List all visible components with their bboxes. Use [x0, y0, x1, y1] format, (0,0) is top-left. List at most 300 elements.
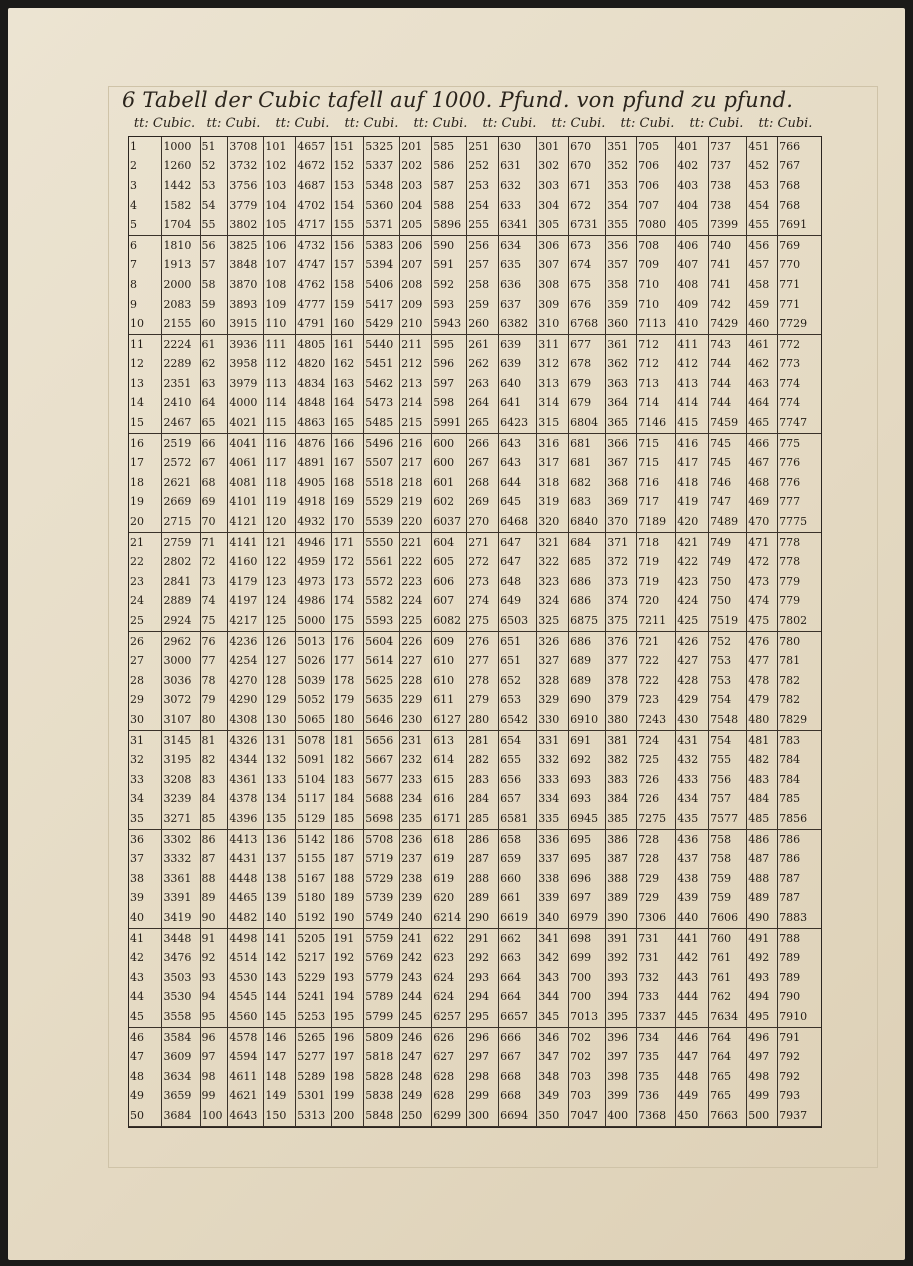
pound-cell: 189: [332, 889, 364, 909]
cubic-value-cell: 5593: [364, 611, 400, 631]
cubic-value-cell: 749: [709, 532, 747, 552]
pound-cell: 246: [400, 1027, 432, 1047]
pound-cell: 105: [264, 215, 296, 235]
cubic-value-cell: 4431: [228, 849, 264, 869]
pound-cell: 151: [332, 137, 364, 157]
cubic-value-cell: 759: [709, 889, 747, 909]
cubic-value-cell: 5943: [432, 314, 467, 334]
cubic-value-cell: 5799: [364, 1007, 400, 1027]
cubic-value-cell: 587: [432, 176, 467, 196]
pound-cell: 76: [200, 631, 228, 651]
pound-cell: 228: [400, 671, 432, 691]
cubic-value-cell: 757: [709, 790, 747, 810]
cubic-value-cell: 668: [499, 1087, 537, 1107]
pound-cell: 332: [537, 750, 569, 770]
pound-cell: 63: [200, 374, 228, 394]
cubic-value-cell: 785: [778, 790, 821, 810]
cubic-value-cell: 5052: [296, 691, 332, 711]
cubic-value-cell: 695: [569, 829, 606, 849]
table-row: [129, 1067, 821, 1087]
pound-cell: 233: [400, 770, 432, 790]
pound-cell: 260: [467, 314, 499, 334]
pound-cell: 253: [467, 176, 499, 196]
cubic-value-cell: 754: [709, 691, 747, 711]
pound-cell: 303: [537, 176, 569, 196]
cubic-value-cell: 770: [778, 256, 821, 276]
cubic-value-cell: 715: [637, 433, 676, 453]
pound-cell: 218: [400, 473, 432, 493]
pound-cell: 415: [676, 413, 709, 433]
cubic-value-cell: 1442: [162, 176, 200, 196]
pound-cell: 373: [606, 572, 637, 592]
pound-cell: 71: [200, 532, 228, 552]
cubic-value-cell: 784: [778, 750, 821, 770]
cubic-value-cell: 634: [499, 235, 537, 255]
pound-cell: 344: [537, 988, 569, 1008]
pound-cell: 323: [537, 572, 569, 592]
cubic-value-cell: 606: [432, 572, 467, 592]
cubic-value-cell: 752: [709, 631, 747, 651]
pound-cell: 382: [606, 750, 637, 770]
cubic-value-cell: 5429: [364, 314, 400, 334]
pound-cell: 202: [400, 157, 432, 177]
cubic-value-cell: 4326: [228, 730, 264, 750]
pound-cell: 466: [747, 433, 778, 453]
pound-cell: 247: [400, 1047, 432, 1067]
cubic-value-cell: 597: [432, 374, 467, 394]
cubic-value-cell: 5104: [296, 770, 332, 790]
cubic-value-cell: 789: [778, 948, 821, 968]
page-title: 6 Tabell der Cubic tafell auf 1000. Pfund. von pfund zu pfund.: [122, 88, 794, 112]
pound-cell: 37: [130, 852, 144, 866]
pound-cell: 383: [606, 770, 637, 790]
cubic-value-cell: 6542: [499, 710, 537, 730]
cubic-value-cell: 5253: [296, 1007, 332, 1027]
cubic-value-cell: 7548: [709, 710, 747, 730]
cubic-value-cell: 649: [499, 592, 537, 612]
pound-cell: 201: [400, 137, 432, 157]
cubic-value-cell: 595: [432, 334, 467, 354]
pound-cell: 420: [676, 512, 709, 532]
pound-cell: 78: [200, 671, 228, 691]
pound-cell: 80: [200, 710, 228, 730]
pound-cell: 48: [130, 1069, 144, 1083]
pound-cell: 31: [130, 733, 144, 747]
pound-cell: 480: [747, 710, 778, 730]
cubic-value-cell: 782: [778, 691, 821, 711]
cubic-value-cell: 7211: [637, 611, 676, 631]
table-row: [129, 256, 821, 276]
cubic-value-cell: 602: [432, 493, 467, 513]
pound-cell: 163: [332, 374, 364, 394]
cubic-value-cell: 695: [569, 849, 606, 869]
pound-cell: 194: [332, 988, 364, 1008]
column-header-row: [130, 116, 820, 134]
pound-cell: 65: [200, 413, 228, 433]
pound-cell: 18: [130, 475, 144, 489]
column-header: tt: Cubi.: [482, 116, 537, 131]
pound-cell: 184: [332, 790, 364, 810]
cubic-value-cell: 3036: [162, 671, 200, 691]
cubic-value-cell: 717: [637, 493, 676, 513]
cubic-value-cell: 667: [499, 1047, 537, 1067]
cubic-value-cell: 4482: [228, 908, 264, 928]
cubic-value-cell: 6257: [432, 1007, 467, 1027]
pound-cell: 98: [200, 1067, 228, 1087]
pound-cell: 145: [264, 1007, 296, 1027]
pound-cell: 113: [264, 374, 296, 394]
pound-cell: 346: [537, 1027, 569, 1047]
cubic-value-cell: 4834: [296, 374, 332, 394]
pound-cell: 25: [129, 611, 162, 631]
table-row: [129, 512, 821, 532]
pound-cell: 418: [676, 473, 709, 493]
cubic-value-cell: 3848: [228, 256, 264, 276]
cubic-value-cell: 758: [709, 849, 747, 869]
cubic-value-cell: 735: [637, 1047, 676, 1067]
pound-cell: 67: [200, 454, 228, 474]
cubic-value-cell: 7747: [778, 413, 821, 433]
table-row: [129, 750, 821, 770]
cubic-value-cell: 5277: [296, 1047, 332, 1067]
cubic-value-cell: 6804: [569, 413, 606, 433]
pound-cell: 162: [332, 355, 364, 375]
cubic-value-cell: 3684: [162, 1106, 200, 1126]
pound-cell: 341: [537, 928, 569, 948]
pound-cell: 117: [264, 454, 296, 474]
pound-cell: 240: [400, 908, 432, 928]
pound-cell: 295: [467, 1007, 499, 1027]
cubic-value-cell: 5129: [296, 809, 332, 829]
pound-cell: 360: [606, 314, 637, 334]
pound-cell: 314: [537, 394, 569, 414]
cubic-value-cell: 725: [637, 750, 676, 770]
pound-cell: 127: [264, 652, 296, 672]
cubic-value-cell: 4578: [228, 1027, 264, 1047]
pound-cell: 407: [676, 256, 709, 276]
cubic-value-cell: 7146: [637, 413, 676, 433]
table-row: [129, 1087, 821, 1107]
pound-cell: 227: [400, 652, 432, 672]
cubic-value-cell: 670: [569, 157, 606, 177]
pound-cell: 347: [537, 1047, 569, 1067]
pound-cell: 467: [747, 454, 778, 474]
pound-cell: 234: [400, 790, 432, 810]
table-row: [129, 592, 821, 612]
cubic-value-cell: 729: [637, 869, 676, 889]
cubic-value-cell: 5518: [364, 473, 400, 493]
cubic-value-cell: 721: [637, 631, 676, 651]
cubic-value-cell: 738: [709, 196, 747, 216]
cubic-value-cell: 7113: [637, 314, 676, 334]
cubic-value-cell: 747: [709, 493, 747, 513]
cubic-value-cell: 7577: [709, 809, 747, 829]
cubic-value-cell: 628: [432, 1067, 467, 1087]
pound-cell: 351: [606, 137, 637, 157]
cubic-value-cell: 5039: [296, 671, 332, 691]
pound-cell: 7: [130, 258, 137, 272]
pound-cell: 324: [537, 592, 569, 612]
pound-cell: 30: [129, 710, 162, 730]
pound-cell: 29: [130, 693, 144, 707]
pound-cell: 95: [200, 1007, 228, 1027]
cubic-value-cell: 631: [499, 157, 537, 177]
cubic-value-cell: 2962: [162, 631, 200, 651]
cubic-value-cell: 3708: [228, 137, 264, 157]
cubic-value-cell: 758: [709, 829, 747, 849]
column-header: tt: Cubi.: [206, 116, 261, 131]
pound-cell: 24: [130, 594, 144, 608]
cubic-value-cell: 668: [499, 1067, 537, 1087]
cubic-value-cell: 2669: [162, 493, 200, 513]
cubic-value-cell: 778: [778, 532, 821, 552]
cubic-value-cell: 4179: [228, 572, 264, 592]
pound-cell: 39: [130, 891, 144, 905]
pound-cell: 191: [332, 928, 364, 948]
cubic-value-cell: 702: [569, 1047, 606, 1067]
pound-cell: 322: [537, 553, 569, 573]
cubic-value-cell: 741: [709, 275, 747, 295]
pound-cell: 277: [467, 652, 499, 672]
cubic-value-cell: 740: [709, 235, 747, 255]
cubic-value-cell: 5708: [364, 829, 400, 849]
pound-cell: 175: [332, 611, 364, 631]
cubic-value-cell: 4762: [296, 275, 332, 295]
pound-cell: 102: [264, 157, 296, 177]
table-row: [129, 157, 821, 177]
cubic-value-cell: 4643: [228, 1106, 264, 1126]
cubic-value-cell: 7519: [709, 611, 747, 631]
cubic-value-cell: 5406: [364, 275, 400, 295]
pound-cell: 174: [332, 592, 364, 612]
cubic-value-cell: 630: [499, 137, 537, 157]
pound-cell: 153: [332, 176, 364, 196]
cubic-value-cell: 783: [778, 730, 821, 750]
cubic-value-cell: 712: [637, 334, 676, 354]
pound-cell: 335: [537, 809, 569, 829]
pound-cell: 230: [400, 710, 432, 730]
cubic-value-cell: 4378: [228, 790, 264, 810]
cubic-value-cell: 4041: [228, 433, 264, 453]
cubic-value-cell: 5440: [364, 334, 400, 354]
cubic-value-cell: 5371: [364, 215, 400, 235]
pound-cell: 52: [200, 157, 228, 177]
cubic-value-cell: 750: [709, 592, 747, 612]
cubic-value-cell: 7691: [778, 215, 821, 235]
pound-cell: 408: [676, 275, 709, 295]
table-row: [129, 948, 821, 968]
pound-cell: 248: [400, 1067, 432, 1087]
cubic-value-cell: 4413: [228, 829, 264, 849]
cubic-value-cell: 4820: [296, 355, 332, 375]
cubic-value-cell: 2224: [162, 334, 200, 354]
pound-cell: 231: [400, 730, 432, 750]
pound-cell: 120: [264, 512, 296, 532]
pound-cell: 285: [467, 809, 499, 829]
pound-cell: 123: [264, 572, 296, 592]
pound-cell: 261: [467, 334, 499, 354]
table-row: [129, 730, 821, 750]
cubic-table: [129, 137, 821, 1127]
pound-cell: 167: [332, 454, 364, 474]
cubic-value-cell: 4959: [296, 553, 332, 573]
cubic-value-cell: 5383: [364, 235, 400, 255]
pound-cell: 321: [537, 532, 569, 552]
pound-cell: 129: [264, 691, 296, 711]
cubic-value-cell: 719: [637, 572, 676, 592]
pound-cell: 229: [400, 691, 432, 711]
pound-cell: 81: [200, 730, 228, 750]
pound-cell: 313: [537, 374, 569, 394]
cubic-value-cell: 710: [637, 275, 676, 295]
cubic-value-cell: 745: [709, 433, 747, 453]
cubic-value-cell: 5013: [296, 631, 332, 651]
column-header: tt: Cubi.: [758, 116, 813, 131]
cubic-value-cell: 761: [709, 948, 747, 968]
cubic-value-cell: 4197: [228, 592, 264, 612]
cubic-value-cell: 3584: [162, 1027, 200, 1047]
table-row: [129, 196, 821, 216]
cubic-value-cell: 3239: [162, 790, 200, 810]
table-row: [129, 275, 821, 295]
pound-cell: 87: [200, 849, 228, 869]
cubic-value-cell: 2841: [162, 572, 200, 592]
pound-cell: 372: [606, 553, 637, 573]
cubic-value-cell: 2924: [162, 611, 200, 631]
cubic-value-cell: 4344: [228, 750, 264, 770]
cubic-value-cell: 787: [778, 889, 821, 909]
cubic-value-cell: 5749: [364, 908, 400, 928]
pound-cell: 377: [606, 652, 637, 672]
pound-cell: 330: [537, 710, 569, 730]
cubic-value-cell: 684: [569, 532, 606, 552]
pound-cell: 224: [400, 592, 432, 612]
pound-cell: 183: [332, 770, 364, 790]
pound-cell: 66: [200, 433, 228, 453]
pound-cell: 119: [264, 493, 296, 513]
pound-cell: 406: [676, 235, 709, 255]
pound-cell: 244: [400, 988, 432, 1008]
cubic-value-cell: 601: [432, 473, 467, 493]
cubic-value-cell: 5729: [364, 869, 400, 889]
cubic-value-cell: 5991: [432, 413, 467, 433]
cubic-value-cell: 4973: [296, 572, 332, 592]
cubic-value-cell: 690: [569, 691, 606, 711]
cubic-value-cell: 753: [709, 652, 747, 672]
cubic-value-cell: 706: [637, 176, 676, 196]
cubic-value-cell: 732: [637, 968, 676, 988]
cubic-value-cell: 4863: [296, 413, 332, 433]
pound-cell: 252: [467, 157, 499, 177]
pound-cell: 432: [676, 750, 709, 770]
table-row: [129, 1047, 821, 1067]
pound-cell: 57: [200, 256, 228, 276]
pound-cell: 465: [747, 413, 778, 433]
pound-cell: 430: [676, 710, 709, 730]
cubic-value-cell: 724: [637, 730, 676, 750]
pound-cell: 139: [264, 889, 296, 909]
cubic-value-cell: 5360: [364, 196, 400, 216]
pound-cell: 103: [264, 176, 296, 196]
cubic-value-cell: 3659: [162, 1087, 200, 1107]
pound-cell: 176: [332, 631, 364, 651]
cubic-value-cell: 719: [637, 553, 676, 573]
cubic-value-cell: 643: [499, 433, 537, 453]
cubic-value-cell: 5192: [296, 908, 332, 928]
cubic-value-cell: 2155: [162, 314, 200, 334]
cubic-value-cell: 5265: [296, 1027, 332, 1047]
pound-cell: 114: [264, 394, 296, 414]
pound-cell: 457: [747, 256, 778, 276]
table-row: [129, 1007, 821, 1027]
pound-cell: 213: [400, 374, 432, 394]
pound-cell: 155: [332, 215, 364, 235]
pound-cell: 401: [676, 137, 709, 157]
cubic-value-cell: 6503: [499, 611, 537, 631]
pound-cell: 41: [130, 931, 144, 945]
pound-cell: 90: [200, 908, 228, 928]
pound-cell: 92: [200, 948, 228, 968]
cubic-value-cell: 692: [569, 750, 606, 770]
pound-cell: 220: [400, 512, 432, 532]
pound-cell: 250: [400, 1106, 432, 1126]
cubic-value-cell: 3870: [228, 275, 264, 295]
pound-cell: 469: [747, 493, 778, 513]
pound-cell: 455: [747, 215, 778, 235]
cubic-value-cell: 756: [709, 770, 747, 790]
table-row: [129, 631, 821, 651]
pound-cell: 258: [467, 275, 499, 295]
pound-cell: 109: [264, 295, 296, 315]
cubic-value-cell: 6875: [569, 611, 606, 631]
cubic-value-cell: 5561: [364, 553, 400, 573]
pound-cell: 93: [200, 968, 228, 988]
pound-cell: 483: [747, 770, 778, 790]
cubic-value-cell: 619: [432, 869, 467, 889]
cubic-value-cell: 703: [569, 1087, 606, 1107]
pound-cell: 210: [400, 314, 432, 334]
table-row: [129, 176, 821, 196]
cubic-value-cell: 7189: [637, 512, 676, 532]
pound-cell: 454: [747, 196, 778, 216]
pound-cell: 380: [606, 710, 637, 730]
pound-cell: 388: [606, 869, 637, 889]
cubic-value-cell: 5896: [432, 215, 467, 235]
cubic-value-cell: 5614: [364, 652, 400, 672]
table-row: [129, 374, 821, 394]
cubic-value-cell: 5828: [364, 1067, 400, 1087]
cubic-value-cell: 776: [778, 473, 821, 493]
cubic-value-cell: 677: [569, 334, 606, 354]
cubic-value-cell: 2802: [162, 553, 200, 573]
cubic-value-cell: 780: [778, 631, 821, 651]
pound-cell: 251: [467, 137, 499, 157]
pound-cell: 61: [200, 334, 228, 354]
pound-cell: 366: [606, 433, 637, 453]
pound-cell: 485: [747, 809, 778, 829]
table-row: [129, 493, 821, 513]
pound-cell: 104: [264, 196, 296, 216]
cubic-value-cell: 716: [637, 473, 676, 493]
pound-cell: 170: [332, 512, 364, 532]
pound-cell: 128: [264, 671, 296, 691]
pound-cell: 106: [264, 235, 296, 255]
cubic-value-cell: 5604: [364, 631, 400, 651]
pound-cell: 50: [129, 1106, 162, 1126]
cubic-value-cell: 6171: [432, 809, 467, 829]
cubic-value-cell: 4061: [228, 454, 264, 474]
cubic-value-cell: 4514: [228, 948, 264, 968]
